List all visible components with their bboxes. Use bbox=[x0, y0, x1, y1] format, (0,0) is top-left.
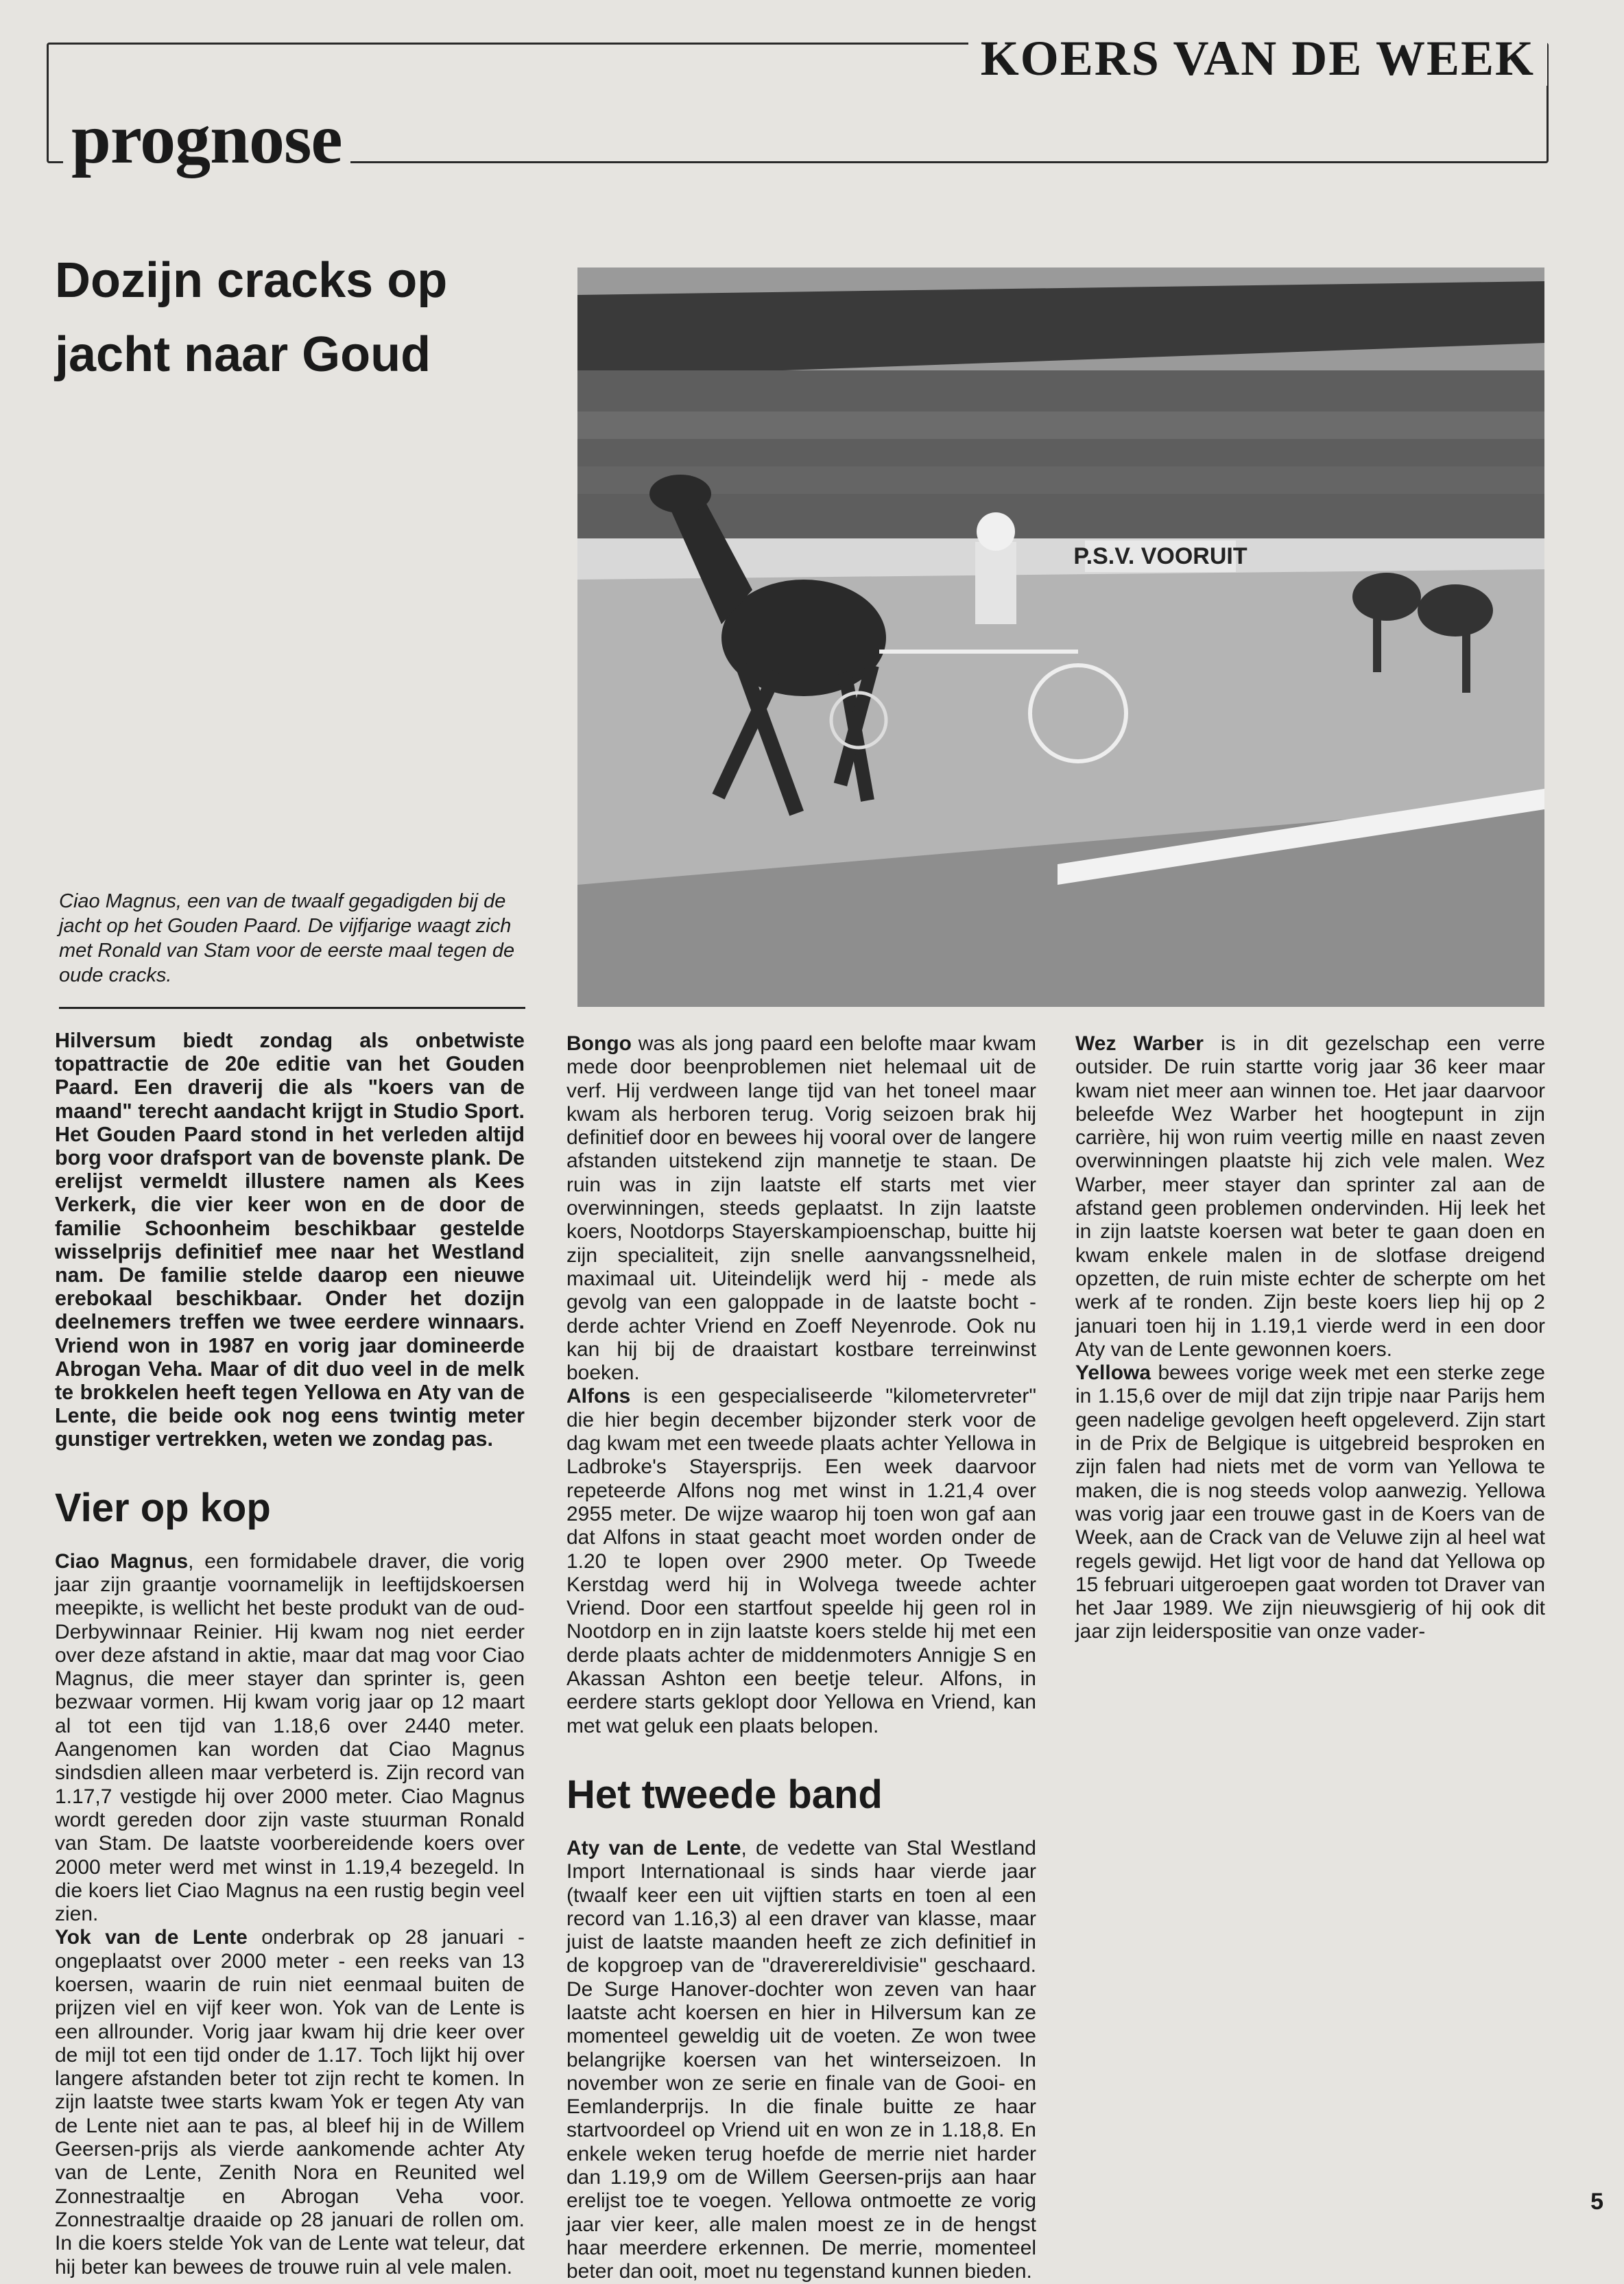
horse-name: Yok van de Lente bbox=[55, 1926, 248, 1949]
paragraph-text: bewees vorige week met een sterke zege in 1.15,6 over de mijl dat zijn tripje naar Parijs hem geen nadelige gevolgen heeft opgeleverd. Zijn start in de Prix de Belgique is uitgebreid besproken en zijn falen had niets met de vorm van Yellowa te maken, die is nog steeds volop aanwezig. Yellowa was vorig jaar een trouwe gast in de Koers van de Week, aan de Crack van de Veluwe zijn al heel wat regels gewijd. Het ligt voor de hand dat Yellowa op 15 februari uitgeroepen gaat worden tot Draver van het Jaar 1989. We zijn nieuwsgierig of hij ook dit jaar zijn leiderspositie van onze vader- bbox=[1075, 1361, 1545, 1643]
column-3 bbox=[1075, 1032, 1545, 1644]
paragraph-ciao-magnus bbox=[55, 1550, 525, 1927]
subhead-vier-op-kop: Vier op kop bbox=[55, 1485, 271, 1530]
kicker: prognose bbox=[63, 102, 350, 177]
horse-name: Yellowa bbox=[1075, 1361, 1151, 1385]
horse-name: Ciao Magnus bbox=[55, 1549, 189, 1573]
photo-caption: Ciao Magnus, een van de twaalf gegadigden bij de jacht op het Gouden Paard. De vijfjarige waagt zich met Ronald van Stam voor de eerste maal tegen de oude cracks. bbox=[59, 890, 515, 986]
column-2 bbox=[566, 1032, 1036, 2284]
horse-name: Bongo bbox=[566, 1032, 632, 1055]
paragraph-alfons bbox=[566, 1385, 1036, 1737]
headline: Dozijn cracks op jacht naar Goud bbox=[55, 253, 448, 382]
section-title: KOERS VAN DE WEEK bbox=[968, 31, 1547, 86]
column-1 bbox=[55, 1029, 525, 2279]
paragraph-text: , de vedette van Stal Westland Import Internationaal is sinds haar vierde jaar (twaalf keer een uit vijftien starts en toen al een record van 1.16,3) al een draver van klasse, maar juist de laatste maanden heeft ze zich definitief in de kopgroep van de "draverereldivisie" geschaard. De Surge Hanover-dochter won zeven van haar laatste acht koersen en hier in Hilversum kan ze momenteel geweldig uit de voeten. Ze won twee belangrijke koersen van het winterseizoen. In november won ze serie en finale van de Gooi- en Eemlanderprijs. In die finale buitte ze haar startvoordeel op Vriend uit en won ze in 1.18,8. En enkele weken terug hoefde de merrie niet harder dan 1.19,9 om de Willem Geersen-prijs aan haar erelijst toe te voegen. Yellowa ontmoette ze vorig jaar vier keer, alle malen moest ze in de hengst haar meerdere erkennen. De merrie, momenteel beter dan ooit, moet nu tegenstand kunnen bieden. bbox=[566, 1836, 1036, 2283]
lead-paragraph: Hilversum biedt zondag als onbetwiste topattractie de 20e editie van het Gouden Paard. Een draverij die als "koers van de maand" terecht aandacht krijgt in Studio Sport. Het Gouden Paard stond in het verleden altijd borg voor drafsport van de bovenste plank. De erelijst vermeldt illustere namen als Kees Verkerk, die vier keer won en de door de familie Schoonheim beschikbaar gestelde wisselprijs definitief mee naar het Westland nam. De familie stelde daarop een nieuwe erebokaal beschikbaar. Onder het dozijn deelnemers treffen we twee eerdere winnaars. Vriend won in 1987 en vorig jaar domineerde Abrogan Veha. Maar of dit duo veel in de melk te brokkelen heeft tegen Yellowa en Aty van de Lente, die beide ook nog eens twintig meter gunstiger vertrekken, weten we zondag pas. bbox=[55, 1029, 525, 1451]
paragraph-wez-warber bbox=[1075, 1032, 1545, 1361]
paragraph-text: , een formidabele draver, die vorig jaar zijn graantje voornamelijk in leeftijdskoersen meepikte, is wellicht het beste produkt van de oud-Derbywinnaar Reinier. Hij kwam nog niet eerder over deze afstand in aktie, maar dat mag voor Ciao Magnus, die meer stayer dan sprinter is, geen bezwaar vormen. Hij kwam vorig jaar op 12 maart al tot een tijd van 1.18,6 over 2440 meter. Aangenomen kan worden dat Ciao Magnus sindsdien alleen maar verbeterd is. Zijn record van 1.17,7 vestigde hij over 2000 meter. Ciao Magnus wordt gereden door zijn vaste stuurman Ronald van Stam. De laatste voorbereidende koers over 2000 meter werd met winst in 1.19,4 bezegeld. In die koers liet Ciao Magnus na een rustig begin veel zien. bbox=[55, 1549, 525, 1926]
harness-racing-photo bbox=[577, 267, 1544, 1007]
sign-text: P.S.V. VOORUIT bbox=[1073, 543, 1247, 569]
paragraph-text: is een gespecialiseerde "kilometervreter" die hier begin december bijzonder sterk voor de dag kwam met een tweede plaats achter Yellowa in Ladbroke's Stayersprijs. Een week daarvoor repeteerde Alfons nog met winst in 1.21,4 over 2955 meter. De wijze waarop hij toen won gaf aan dat Alfons in staat geacht moet worden onder de 1.20 te lopen over 2900 meter. Op Tweede Kerstdag werd hij in Wolvega tweede achter Vriend. Door een startfout speelde hij geen rol in Nootdorp en in zijn laatste koers stelde hij met een derde plaats achter de middenmoters Annigje S en Akassan Ashton een beetje teleur. Alfons, in eerdere starts geklopt door Yellowa en Vriend, kan met wat geluk een plaats belopen. bbox=[566, 1385, 1036, 1737]
paragraph-yok-van-de-lente bbox=[55, 1926, 525, 2279]
paragraph-aty-van-de-lente bbox=[566, 1837, 1036, 2284]
paragraph-text: is in dit gezelschap een verre outsider. De ruin startte vorig jaar 36 keer maar kwam niet meer aan winnen toe. Het jaar daarvoor beleefde Wez Warber het hoogtepunt in zijn carrière, hij won ruim veertig mille en naast zeven overwinningen plaatste hij zich vele malen. Wez Warber, meer stayer dan sprinter zal aan de afstand geen problemen ondervinden. Hij leek het in zijn laatste koersen wat beter te gaan doen en kwam enkele malen in de slotfase dreigend opzetten, de ruin miste echter de scherpte om het werk af te ronden. Zijn beste koers liep hij op 2 januari toen hij in 1.19,1 vierde werd in een door Aty van de Lente gewonnen koers. bbox=[1075, 1032, 1545, 1361]
horse-name: Aty van de Lente bbox=[566, 1836, 741, 1859]
paragraph-text: was als jong paard een belofte maar kwam mede door beenproblemen niet helemaal uit de verf. Hij verdween lange tijd van het toneel maar kwam als herboren terug. Vorig seizoen brak hij definitief door en bewees hij vooral over de langere afstanden uitstekend zijn mannetje te staan. De ruin was in zijn laatste elf starts met vier overwinningen, steeds geplaatst. In zijn laatste koers, Nootdorps Stayerskampioenschap, buitte hij zijn specialiteit, zijn snelle aanvangssnelheid, maximaal uit. Uiteindelijk werd hij - mede als gevolg van een galoppade in de laatste bocht - derde achter Vriend en Zoeff Neyenrode. Ook nu kan hij bij de draaistart kostbare terreinwinst boeken. bbox=[566, 1032, 1036, 1385]
paragraph-yellowa bbox=[1075, 1361, 1545, 1644]
caption-divider bbox=[59, 1007, 525, 1009]
subhead-het-tweede-band: Het tweede band bbox=[566, 1772, 883, 1817]
horse-name: Wez Warber bbox=[1075, 1032, 1204, 1055]
page-number: 5 bbox=[1590, 2189, 1603, 2215]
paragraph-text: onderbrak op 28 januari - ongeplaatst over 2000 meter - een reeks van 13 koersen, waarin de ruin niet eenmaal buiten de prijzen viel en vijf keer won. Yok van de Lente is een allrounder. Vorig jaar kwam hij drie keer over de mijl tot een tijd onder de 1.17. Toch lijkt hij over langere afstanden beter tot zijn recht te komen. In zijn laatste twee starts kwam Yok er tegen Aty van de Lente niet aan te pas, al bleef hij in de Willem Geersen-prijs als vierde aankomende achter Aty van de Lente, Zenith Nora en Reunited wel Zonnestraaltje en Abrogan Veha voor. Zonnestraaltje draaide op 28 januari de rollen om. In die koers stelde Yok van de Lente wat teleur, dat hij beter kan bewees de trouwe ruin al vele malen. bbox=[55, 1926, 525, 2279]
horse-name: Alfons bbox=[566, 1385, 631, 1408]
paragraph-bongo bbox=[566, 1032, 1036, 1385]
